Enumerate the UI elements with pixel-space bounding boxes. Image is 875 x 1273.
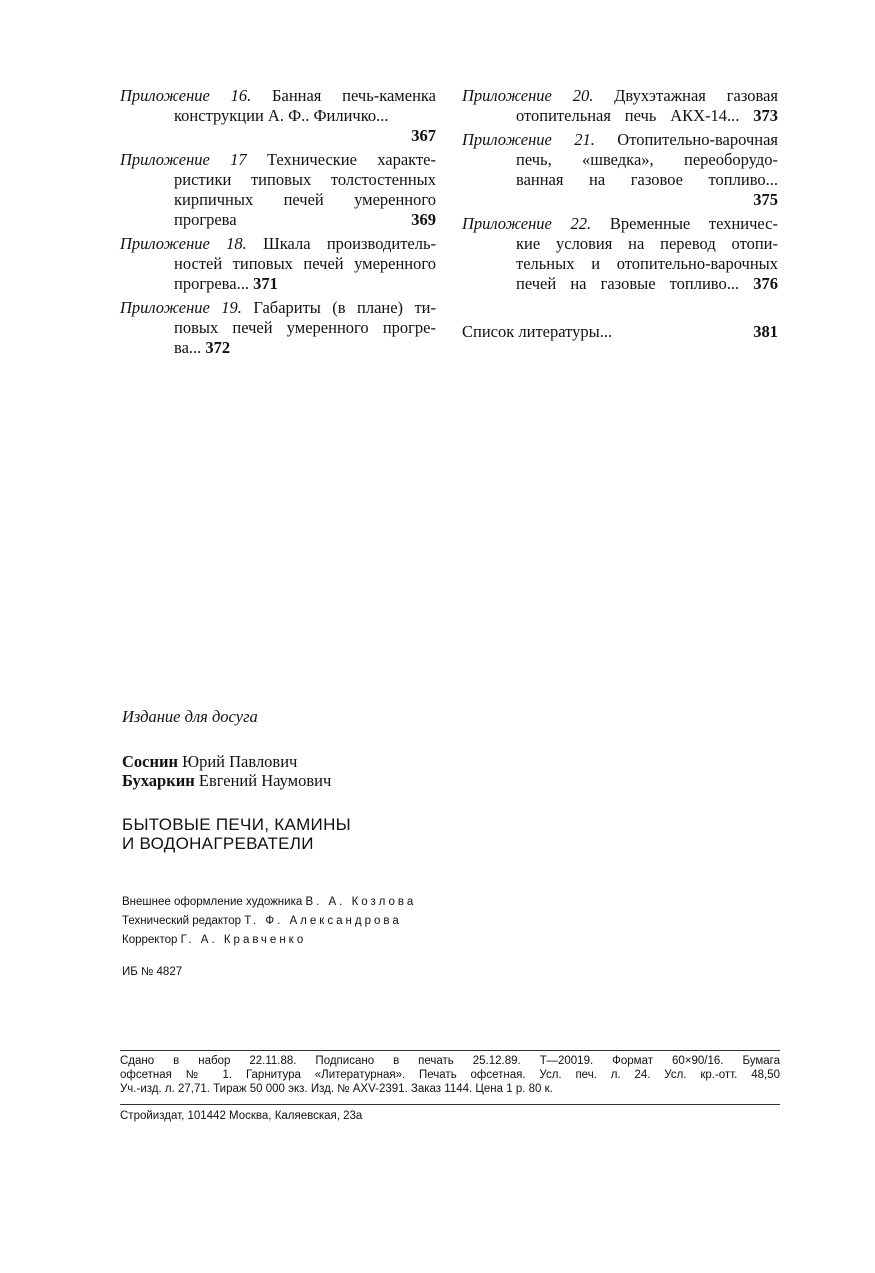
toc-entry-appendix-19[interactable] (120, 298, 436, 358)
toc-line (462, 190, 778, 210)
author-given-name: Юрий Павлович (182, 752, 298, 771)
toc-line (120, 86, 436, 106)
toc-entry-appendix-18[interactable] (120, 234, 436, 294)
print-details (120, 1054, 780, 1096)
toc-line (120, 210, 436, 230)
credit-line (122, 893, 416, 912)
divider (120, 1050, 780, 1051)
appendix-label: Приложение 18. (120, 234, 247, 253)
toc-line: кирпичных печей умеренного (174, 190, 436, 209)
entry-text: Банная печь-каменка (272, 86, 436, 105)
credit-name: Т. Ф. Александрова (244, 915, 402, 927)
page-number: 381 (753, 322, 778, 341)
credit-role: Технический редактор (122, 915, 241, 927)
toc-line (462, 106, 778, 126)
appendix-label: Приложение 16. (120, 86, 252, 105)
print-details-line: Сдано в набор 22.11.88. Подписано в печать 25.12.89. Т—20019. Формат 60×90/16. Бумага (120, 1055, 780, 1067)
toc-line: тельных и отопительно-варочных (516, 254, 778, 273)
toc-line (120, 338, 436, 358)
entry-text: прогрева (174, 210, 237, 229)
entry-text: Отопительно-варочная (617, 130, 778, 149)
page-number: 371 (253, 274, 278, 293)
ib-number: ИБ № 4827 (122, 966, 183, 978)
author-surname: Бухаркин (122, 771, 195, 790)
toc-entry-references[interactable] (462, 322, 778, 342)
toc-line: конструкции А. Ф.. Филичко... (174, 106, 389, 125)
appendix-label: Приложение 20. (462, 86, 594, 105)
toc-line (120, 126, 436, 146)
entry-text: Временные техничес- (609, 214, 778, 233)
toc-line: ностей типовых печей умеренного (174, 254, 436, 273)
toc-line: кие условия на перевод отопи- (516, 234, 778, 253)
entry-text: Технические характе- (266, 150, 436, 169)
page-number: 373 (753, 106, 779, 125)
book-title (122, 815, 351, 853)
toc-right-column (462, 86, 778, 298)
page-number: 372 (205, 338, 231, 357)
references-label: Список литературы... (462, 322, 613, 341)
credit-role: Корректор (122, 934, 178, 946)
toc-entry-appendix-21[interactable] (462, 130, 778, 210)
divider (120, 1104, 780, 1105)
edition-note: Издание для досуга (122, 707, 258, 726)
book-title-line: БЫТОВЫЕ ПЕЧИ, КАМИНЫ (122, 815, 352, 834)
toc-entry-appendix-22[interactable] (462, 214, 778, 294)
toc-line: ристики типовых толстостенных (174, 170, 436, 189)
credit-line (122, 912, 416, 931)
toc-line (462, 274, 778, 294)
entry-text: Двухэтажная газовая (614, 86, 778, 105)
credit-name: В. А. Козлова (305, 896, 417, 908)
toc-line (462, 130, 778, 150)
toc-line: печь, «шведка», переоборудо- (516, 150, 778, 169)
print-details-line: Уч.-изд. л. 27,71. Тираж 50 000 экз. Изд. № AXV-2391. Заказ 1144. Цена 1 р. 80 к. (120, 1083, 553, 1095)
page-number: 375 (753, 190, 778, 209)
appendix-label: Приложение 21. (462, 130, 595, 149)
author-given-name: Евгений Наумович (198, 771, 332, 790)
appendix-label: Приложение 22. (462, 214, 592, 233)
appendix-label: Приложение 17 (120, 150, 247, 169)
author (122, 771, 331, 790)
entry-text: прогрева... (174, 274, 249, 293)
book-title-line: И ВОДОНАГРЕВАТЕЛИ (122, 834, 314, 853)
toc-entry-appendix-16[interactable] (120, 86, 436, 146)
toc-line (120, 234, 436, 254)
toc-left-column (120, 86, 436, 362)
publisher-address: Стройиздат, 101442 Москва, Каляевская, 23а (120, 1110, 363, 1122)
credits-block (122, 893, 416, 950)
print-details-line: офсетная № 1. Гарнитура «Литературная». Печать офсетная. Усл. печ. л. 24. Усл. кр.-отт. 48,50 (120, 1069, 780, 1081)
toc-line (120, 150, 436, 170)
credit-name: Г. А. Кравченко (180, 934, 307, 946)
toc-line: ванная на газовое топливо... (516, 170, 778, 189)
entry-text: печей на газовые топливо... (516, 274, 740, 293)
appendix-label: Приложение 19. (120, 298, 242, 317)
entry-text: Шкала производитель- (263, 234, 436, 253)
author-surname: Соснин (122, 752, 179, 771)
authors-block (122, 752, 331, 790)
toc-entry-appendix-17[interactable] (120, 150, 436, 230)
page-number: 376 (753, 274, 778, 293)
credit-line (122, 931, 416, 950)
entry-text: ва... (174, 338, 202, 357)
author (122, 752, 331, 771)
entry-text: Габариты (в плане) ти- (253, 298, 437, 317)
toc-line (462, 86, 778, 106)
toc-line (462, 214, 778, 234)
credit-role: Внешнее оформление художника (122, 896, 303, 908)
entry-text: отопительная печь АКХ-14... (516, 106, 740, 125)
page-number: 369 (411, 210, 436, 229)
toc-entry-appendix-20[interactable] (462, 86, 778, 126)
page-number: 367 (411, 126, 436, 145)
toc-line (120, 298, 436, 318)
toc-line (120, 274, 436, 294)
toc-line: повых печей умеренного прогре- (174, 318, 436, 337)
